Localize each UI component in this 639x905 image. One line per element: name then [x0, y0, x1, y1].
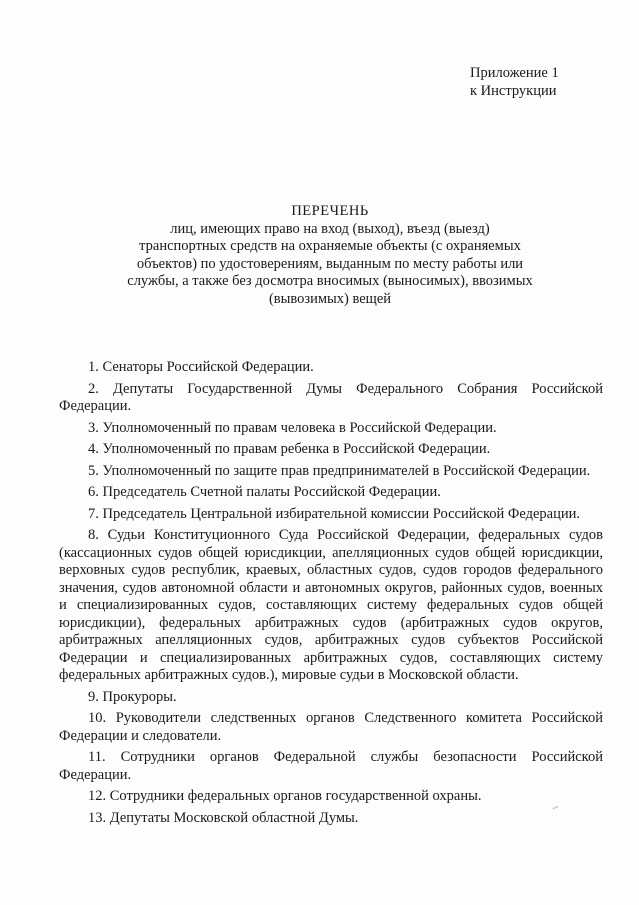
list-item: 5. Уполномоченный по защите прав предпринимателей в Российской Федерации. — [88, 462, 591, 479]
list-item: 4. Уполномоченный по правам ребенка в Российской Федерации. — [88, 441, 491, 457]
list-item: 7. Председатель Центральной избирательной комиссии Российской Федерации. — [88, 505, 580, 522]
list-item: 6. Председатель Счетной палаты Российской Федерации. — [88, 484, 441, 500]
heading-line-2: транспортных средств на охраняемые объекты (с охраняемых — [139, 238, 521, 255]
list-item: 2. Депутаты Государственной Думы Федерального Собрания Российской Федерации. — [59, 380, 603, 414]
annex-line-1: Приложение 1 — [470, 65, 559, 81]
list-item: 8. Судьи Конституционного Суда Российской Федерации, федеральных судов (кассационных судов общей юрисдикции, апелляционных судов общей юрисдикции, верховных судов республик, краевых, областных судов, судов городов федерального значения, судов автономной области и автономных округов, районных судов, военных и специализированных судов, составляющих систему федеральных судов общей юрисдикции), федеральных арбитражных судов (арбитражных судов округов, арбитражных апелляционных судов, арбитражных судов субъектов Российской Федерации и специализированных арбитражных судов, составляющих систему федеральных арбитражных судов.), мировые судьи в Московской области. — [59, 527, 603, 683]
list-item: 11. Сотрудники органов Федеральной службы безопасности Российской Федерации. — [59, 749, 603, 783]
list-item: 1. Сенаторы Российской Федерации. — [88, 359, 314, 375]
list-item: 10. Руководители следственных органов Следственного комитета Российской Федерации и следователи. — [59, 710, 603, 744]
annex-line-2: к Инструкции — [470, 83, 557, 99]
heading-line-3: объектов) по удостоверениям, выданным по месту работы или — [136, 255, 524, 272]
list-item: 12. Сотрудники федеральных органов государственной охраны. — [88, 788, 482, 804]
document-title: ПЕРЕЧЕНЬ — [291, 203, 369, 219]
persons-list — [59, 359, 603, 831]
heading-line-4: службы, а также без досмотра вносимых (выносимых), ввозимых — [127, 273, 533, 290]
annex-reference — [470, 64, 610, 100]
document-heading — [100, 203, 560, 309]
list-item: 3. Уполномоченный по правам человека в Российской Федерации. — [88, 419, 497, 436]
heading-line-1: лиц, имеющих право на вход (выход), въезд (выезд) — [170, 220, 490, 237]
heading-line-5: (вывозимых) вещей — [268, 290, 392, 307]
list-item: 13. Депутаты Московской областной Думы. — [88, 809, 359, 826]
list-item: 9. Прокуроры. — [88, 688, 177, 705]
